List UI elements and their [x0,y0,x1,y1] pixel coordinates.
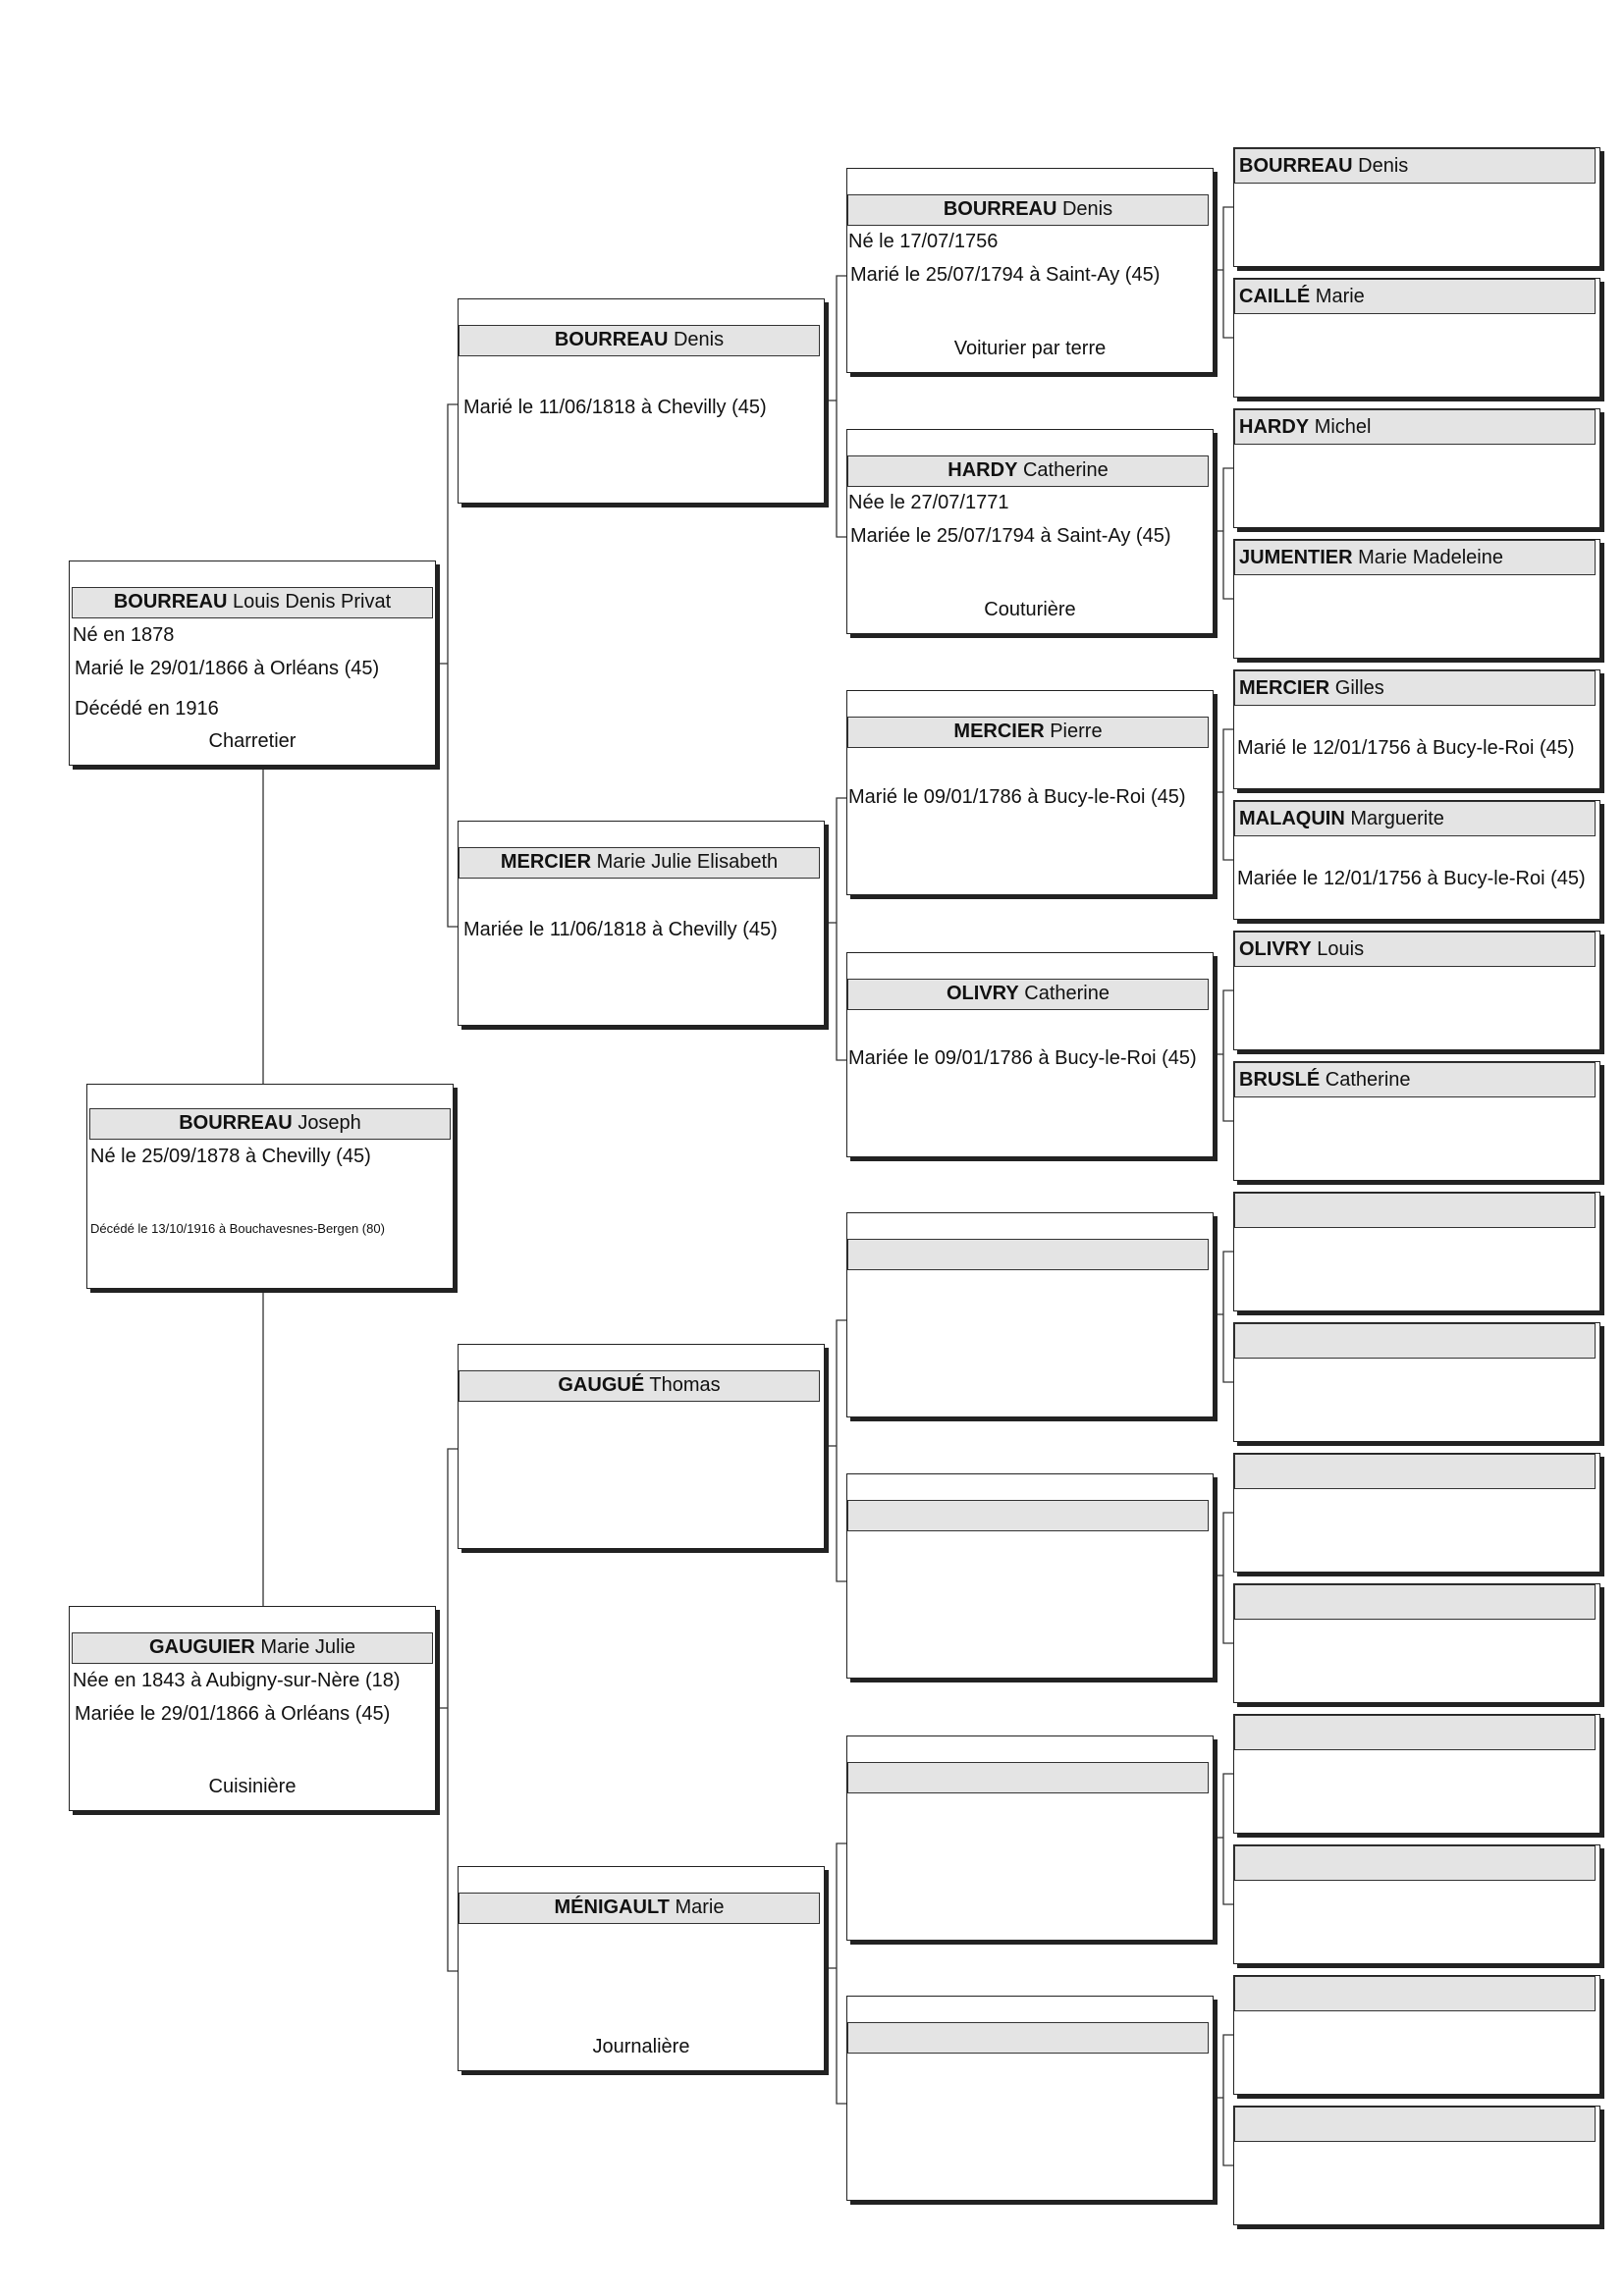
name-header [1234,540,1596,575]
name-header [1234,148,1596,184]
name-header [847,717,1209,748]
person-box-empty[interactable] [846,1212,1214,1417]
name-header [1234,409,1596,445]
connector-line [1223,468,1233,599]
name-header [459,1893,820,1924]
surname: MALAQUIN [1239,808,1345,829]
surname: HARDY [1239,416,1310,438]
name-header [847,979,1209,1010]
person-box-maternal-grandfather[interactable] [458,1344,825,1549]
given-name: Catherine [1022,459,1109,481]
person-box-empty[interactable] [1233,1192,1600,1311]
connector-line [448,404,458,927]
name-header [1234,1193,1596,1228]
person-box-father[interactable] [69,561,436,766]
surname: JUMENTIER [1239,547,1353,568]
person-box-empty[interactable] [1233,1714,1600,1834]
name-header [847,194,1209,226]
given-name: Marie Julie [260,1636,356,1658]
detail-line: Mariée le 09/01/1786 à Bucy-le-Roi (45) [848,1047,1197,1069]
name-header [1234,1454,1596,1489]
name-header [1234,670,1596,706]
detail-line: Décédé en 1916 [75,698,219,720]
detail-line: Marié le 11/06/1818 à Chevilly (45) [463,397,767,418]
occupation: Voiturier par terre [953,338,1107,359]
person-box-empty[interactable] [1233,2106,1600,2225]
person-box-gen4[interactable] [1233,278,1600,398]
detail-line: Marié le 12/01/1756 à Bucy-le-Roi (45) [1237,737,1575,759]
detail-line: Mariée le 12/01/1756 à Bucy-le-Roi (45) [1237,868,1586,889]
name-header [89,1108,451,1140]
name-header [1234,1845,1596,1881]
surname: OLIVRY [1239,938,1312,960]
name-header [847,455,1209,487]
person-box-gen4[interactable] [1233,147,1600,267]
detail-line: Né en 1878 [73,624,175,646]
name-header [1234,1715,1596,1750]
name-header [459,325,820,356]
surname: BRUSLÉ [1239,1069,1321,1091]
surname: MERCIER [500,851,592,873]
name-header [1234,279,1596,314]
detail-line: Marié le 25/07/1794 à Saint-Ay (45) [850,264,1161,286]
given-name: Joseph [298,1112,361,1134]
occupation: Cuisinière [208,1776,297,1797]
person-box-mother[interactable] [69,1606,436,1811]
connector-line [1223,2035,1233,2165]
surname: HARDY [947,459,1018,481]
occupation: Couturière [984,599,1076,620]
person-box-paternal-grandmother[interactable] [458,821,825,1026]
person-box-empty[interactable] [1233,1322,1600,1442]
person-box-gen4[interactable] [1233,1061,1600,1181]
name-header [1234,1976,1596,2011]
surname: BOURREAU [179,1112,293,1134]
detail-line: Décédé le 13/10/1916 à Bouchavesnes-Bergen (80) [90,1221,385,1236]
person-box-empty[interactable] [1233,1975,1600,2095]
surname: OLIVRY [947,983,1019,1004]
given-name: Michel [1314,416,1372,438]
person-box-maternal-grandmother[interactable] [458,1866,825,2071]
surname: CAILLÉ [1239,286,1311,307]
person-box-gen4[interactable] [1233,408,1600,528]
name-header [847,2022,1209,2054]
name-header [1234,932,1596,967]
person-box-empty[interactable] [846,1473,1214,1679]
surname: MERCIER [953,721,1045,742]
person-box-empty[interactable] [1233,1844,1600,1964]
connector-line [1223,729,1233,860]
given-name: Catherine [1024,983,1110,1004]
given-name: Marie [675,1896,725,1918]
given-name: Thomas [649,1374,721,1396]
connector-line [837,276,846,537]
person-box-gen4[interactable] [1233,931,1600,1050]
given-name: Denis [1358,155,1409,177]
name-header [459,847,820,879]
name-header [72,587,433,618]
connector-line [1223,1513,1233,1643]
given-name: Pierre [1050,721,1103,742]
detail-line: Né le 17/07/1756 [848,231,999,252]
connector-line [837,1843,846,2104]
detail-line: Mariée le 25/07/1794 à Saint-Ay (45) [850,525,1171,547]
surname: BOURREAU [943,198,1057,220]
detail-line: Mariée le 11/06/1818 à Chevilly (45) [463,919,778,940]
name-header [1234,801,1596,836]
name-header [1234,2107,1596,2142]
detail-line: Née en 1843 à Aubigny-sur-Nère (18) [73,1670,401,1691]
person-box-fmf[interactable] [846,690,1214,895]
surname: MÉNIGAULT [554,1896,670,1918]
name-header [1234,1584,1596,1620]
given-name: Louis Denis Privat [232,591,392,613]
name-header [847,1500,1209,1531]
surname: BOURREAU [554,329,669,350]
connector-line [1223,1252,1233,1382]
name-header [1234,1323,1596,1359]
name-header [847,1762,1209,1793]
given-name: Catherine [1325,1069,1411,1091]
surname: BOURREAU [1239,155,1353,177]
person-box-gen4[interactable] [1233,800,1600,920]
given-name: Marie [1315,286,1365,307]
detail-line: Mariée le 29/01/1866 à Orléans (45) [75,1703,391,1725]
detail-line: Marié le 09/01/1786 à Bucy-le-Roi (45) [848,786,1186,808]
person-box-empty[interactable] [1233,1453,1600,1573]
name-header [72,1632,433,1664]
person-box-paternal-grandfather[interactable] [458,298,825,504]
name-header [459,1370,820,1402]
given-name: Marguerite [1350,808,1444,829]
person-box-fmm[interactable] [846,952,1214,1157]
occupation: Charretier [208,730,297,752]
connector-line [1223,990,1233,1121]
person-box-empty[interactable] [846,1996,1214,2201]
given-name: Louis [1317,938,1365,960]
connector-line [1223,207,1233,338]
person-box-empty[interactable] [1233,1583,1600,1703]
connector-line [1223,1774,1233,1904]
person-box-gen4[interactable] [1233,669,1600,789]
name-header [1234,1062,1596,1097]
given-name: Marie Madeleine [1358,547,1503,568]
name-header [847,1239,1209,1270]
detail-line: Marié le 29/01/1866 à Orléans (45) [75,658,380,679]
given-name: Gilles [1334,677,1384,699]
given-name: Denis [1061,198,1113,220]
person-box-ffm[interactable] [846,429,1214,634]
detail-line: Né le 25/09/1878 à Chevilly (45) [90,1146,371,1167]
person-box-fff[interactable] [846,168,1214,373]
surname: GAUGUÉ [558,1374,645,1396]
surname: GAUGUIER [148,1636,255,1658]
person-box-gen4[interactable] [1233,539,1600,659]
person-box-empty[interactable] [846,1735,1214,1941]
surname: MERCIER [1239,677,1330,699]
given-name: Marie Julie Elisabeth [596,851,779,873]
given-name: Denis [673,329,725,350]
surname: BOURREAU [113,591,228,613]
connector-line [837,798,846,1060]
detail-line: Née le 27/07/1771 [848,492,1009,513]
person-box-root[interactable] [86,1084,454,1289]
connector-line [837,1320,846,1581]
occupation: Journalière [592,2036,690,2057]
connector-line [448,1449,458,1971]
